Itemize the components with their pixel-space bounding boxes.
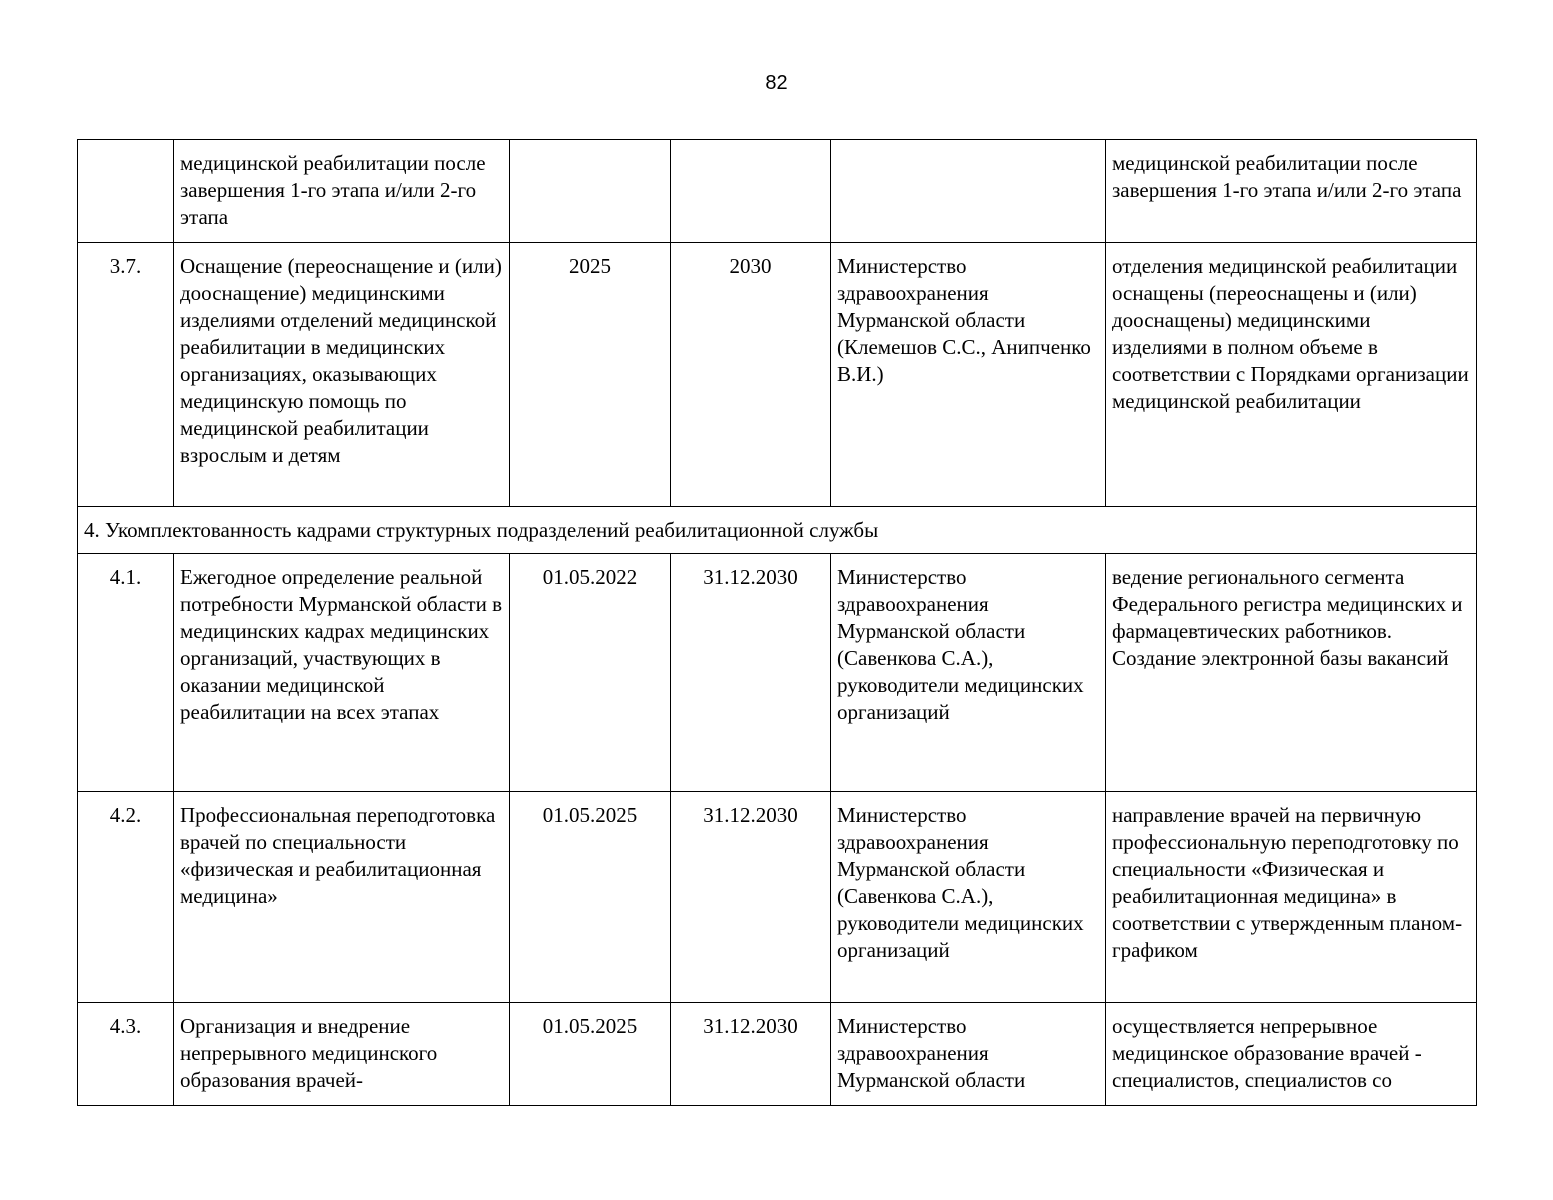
table-row	[78, 554, 1477, 792]
row-number: 3.7.	[78, 243, 174, 507]
start-date-cell: 01.05.2022	[510, 554, 671, 792]
section-heading: 4. Укомплектованность кадрами структурных подразделений реабилитационной службы	[78, 507, 1477, 554]
result-cell: медицинской реабилитации после завершения 1-го этапа и/или 2-го этапа	[1106, 140, 1477, 243]
responsible-cell	[831, 140, 1106, 243]
responsible-cell: Министерство здравоохранения Мурманской области (Савенкова С.А.), руководители медицинских организаций	[831, 554, 1106, 792]
responsible-cell: Министерство здравоохранения Мурманской области (Клемешов С.С., Анипченко В.И.)	[831, 243, 1106, 507]
end-date-cell: 31.12.2030	[671, 554, 831, 792]
end-date-cell: 2030	[671, 243, 831, 507]
start-date-cell	[510, 140, 671, 243]
event-cell: Оснащение (переоснащение и (или) дооснащение) медицинскими изделиями отделений медицинской реабилитации в медицинских организациях, оказывающих медицинскую помощь по медицинской реабилитации взрослым и детям	[174, 243, 510, 507]
result-cell: осуществляется непрерывное медицинское образование врачей - специалистов, специалистов со	[1106, 1003, 1477, 1106]
event-cell: Профессиональная переподготовка врачей по специальности «физическая и реабилитационная медицина»	[174, 792, 510, 1003]
table-row	[78, 140, 1477, 243]
table-row	[78, 792, 1477, 1003]
result-cell: направление врачей на первичную профессиональную переподготовку по специальности «Физическая и реабилитационная медицина» в соответствии с утвержденным планом-графиком	[1106, 792, 1477, 1003]
row-number: 4.1.	[78, 554, 174, 792]
responsible-cell: Министерство здравоохранения Мурманской области	[831, 1003, 1106, 1106]
start-date-cell: 01.05.2025	[510, 1003, 671, 1106]
end-date-cell: 31.12.2030	[671, 1003, 831, 1106]
section-row	[78, 507, 1477, 554]
plan-table	[77, 139, 1477, 1106]
page-number: 82	[765, 72, 788, 94]
result-cell: отделения медицинской реабилитации оснащены (переоснащены и (или) дооснащены) медицинскими изделиями в полном объеме в соответствии с Порядками организации медицинской реабилитации	[1106, 243, 1477, 507]
event-cell: медицинской реабилитации после завершения 1-го этапа и/или 2-го этапа	[174, 140, 510, 243]
table-row	[78, 1003, 1477, 1106]
result-cell: ведение регионального сегмента Федерального регистра медицинских и фармацевтических работников. Создание электронной базы вакансий	[1106, 554, 1477, 792]
end-date-cell	[671, 140, 831, 243]
start-date-cell: 01.05.2025	[510, 792, 671, 1003]
event-cell: Ежегодное определение реальной потребности Мурманской области в медицинских кадрах медицинских организаций, участвующих в оказании медицинской реабилитации на всех этапах	[174, 554, 510, 792]
end-date-cell: 31.12.2030	[671, 792, 831, 1003]
responsible-cell: Министерство здравоохранения Мурманской области (Савенкова С.А.), руководители медицинских организаций	[831, 792, 1106, 1003]
row-number: 4.2.	[78, 792, 174, 1003]
row-number	[78, 140, 174, 243]
table-row	[78, 243, 1477, 507]
start-date-cell: 2025	[510, 243, 671, 507]
event-cell: Организация и внедрение непрерывного медицинского образования врачей-	[174, 1003, 510, 1106]
row-number: 4.3.	[78, 1003, 174, 1106]
